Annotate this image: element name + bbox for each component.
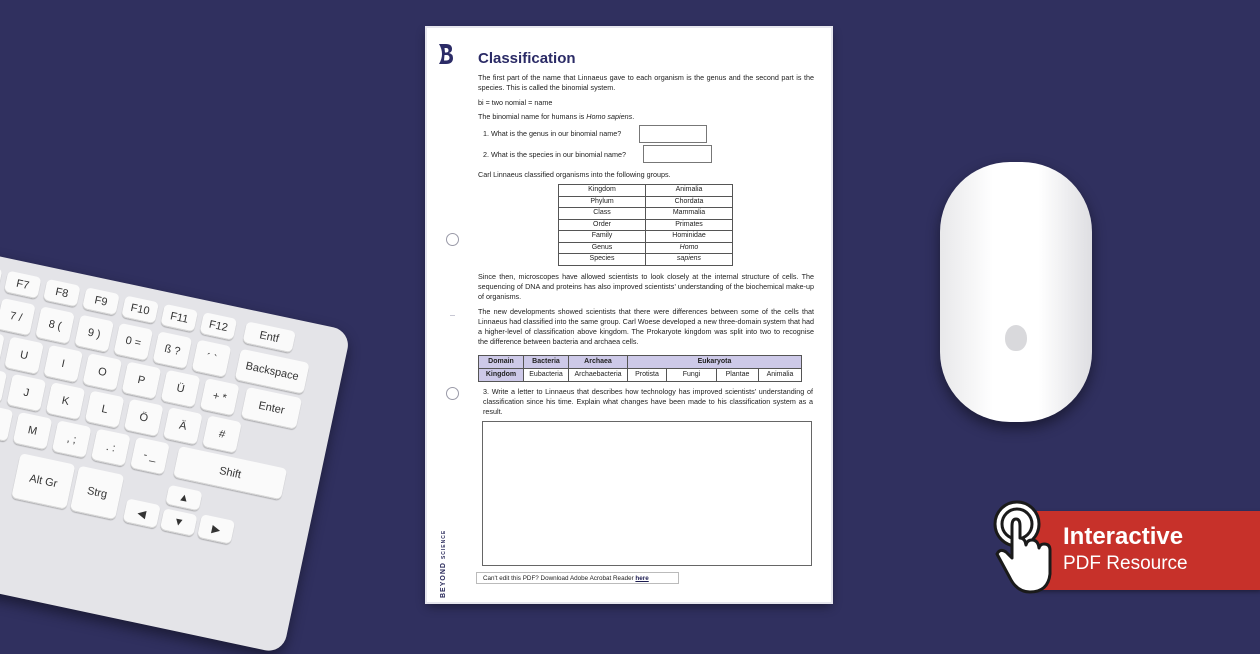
key-label: Ü xyxy=(175,382,186,396)
taxonomy-rank: Phylum xyxy=(559,196,646,208)
taxonomy-row xyxy=(559,231,733,243)
keyboard-key[interactable] xyxy=(43,345,83,383)
intro-paragraph: The first part of the name that Linnaeus gave to each organism is the genus and the second part is the species. This is called the binomial system. xyxy=(478,73,814,92)
keyboard-key[interactable] xyxy=(163,407,203,445)
keyboard-key[interactable] xyxy=(52,420,92,458)
key-label: # xyxy=(217,428,227,442)
domain-cell: Bacteria xyxy=(524,356,569,369)
interactive-pdf-badge xyxy=(1030,511,1260,590)
keyboard-key[interactable] xyxy=(85,390,125,428)
key-label: J xyxy=(22,386,31,400)
kingdom-cell: Animalia xyxy=(759,369,802,382)
key-label: 8 ( xyxy=(47,318,63,333)
taxonomy-row xyxy=(559,219,733,231)
altgr-key[interactable] xyxy=(11,453,75,510)
key-label: ▶ xyxy=(210,523,222,537)
arrow-up-key[interactable] xyxy=(165,485,202,512)
keyboard-key[interactable] xyxy=(35,306,75,344)
badge-subtitle: PDF Resource xyxy=(1063,553,1188,574)
keyboard-key[interactable] xyxy=(45,382,85,420)
punch-hole xyxy=(446,233,459,246)
domain-cell: Domain xyxy=(479,356,524,369)
acrobat-footer: Can't edit this PDF? Download Adobe Acrobat Reader here xyxy=(476,572,679,584)
keyboard-key[interactable] xyxy=(202,415,242,453)
keyboard-key[interactable] xyxy=(161,370,201,408)
keyboard-key[interactable] xyxy=(199,312,237,341)
developments-paragraph: The new developments showed scientists that there were differences between some of the cells that Linnaeus had classified into the same group. Carl Woese developed a new three-domain system that had a higher-level of classification above kingdom. The Prokaryote kingdom was split into two to recognise the difference between bacteria and archaea cells. xyxy=(478,307,814,346)
domain-cell: Eukaryota xyxy=(628,356,802,369)
key-label: ß ? xyxy=(163,342,182,358)
taxonomy-row xyxy=(559,242,733,254)
groups-intro: Carl Linnaeus classified organisms into the following groups. xyxy=(478,170,671,179)
kingdom-cell: Eubacteria xyxy=(524,369,569,382)
taxonomy-value: Hominidae xyxy=(646,231,733,243)
brand-label: BEYONDSCIENCE xyxy=(440,529,447,598)
worksheet-page xyxy=(427,28,831,602)
taxonomy-value: Chordata xyxy=(646,196,733,208)
keyboard-key[interactable] xyxy=(0,328,5,366)
taxonomy-row xyxy=(559,208,733,220)
keyboard-key[interactable] xyxy=(0,262,2,291)
taxonomy-rank: Species xyxy=(559,254,646,266)
key-label: ▼ xyxy=(172,515,186,530)
keyboard-key[interactable] xyxy=(0,298,36,336)
keyboard-key[interactable] xyxy=(121,361,161,399)
delete-key[interactable] xyxy=(242,321,295,353)
arrow-right-key[interactable] xyxy=(197,514,235,545)
species-answer-field[interactable] xyxy=(643,145,712,163)
keyboard-keys xyxy=(0,262,337,639)
arrow-down-key[interactable] xyxy=(160,508,198,537)
taxonomy-rank: Order xyxy=(559,219,646,231)
key-label: ´ ` xyxy=(205,351,218,366)
key-label: Entf xyxy=(258,329,281,346)
keyboard-key[interactable] xyxy=(124,399,164,437)
domain-table xyxy=(478,355,802,382)
taxonomy-rank: Family xyxy=(559,231,646,243)
taxonomy-row xyxy=(559,185,733,197)
keyboard-key[interactable] xyxy=(4,271,42,300)
page-title: Classification xyxy=(478,50,576,67)
keyboard-key[interactable] xyxy=(121,295,159,324)
key-label: F11 xyxy=(169,310,190,326)
key-label: ▲ xyxy=(177,491,191,506)
key-label: Alt Gr xyxy=(28,472,59,491)
genus-answer-field[interactable] xyxy=(639,125,707,143)
kingdom-cell: Archaebacteria xyxy=(569,369,628,382)
question-2: 2. What is the species in our binomial name? xyxy=(483,150,627,159)
key-label: , ; xyxy=(65,432,78,447)
keyboard-key[interactable] xyxy=(82,287,120,316)
taxonomy-row xyxy=(559,196,733,208)
key-label: O xyxy=(96,365,108,380)
etymology-line: bi = two nomial = name xyxy=(478,98,553,107)
key-label: 0 = xyxy=(124,334,143,350)
keyboard-key[interactable] xyxy=(0,404,13,442)
keyboard-key[interactable] xyxy=(0,365,7,403)
kingdom-cell: Plantae xyxy=(717,369,759,382)
taxonomy-row xyxy=(559,254,733,266)
microscopes-paragraph: Since then, microscopes have allowed scientists to look closely at the internal structure of cells. The sequencing of DNA and proteins has also improved scientists’ understanding of the biochemical make-up of organisms. xyxy=(478,272,814,301)
keyboard-key[interactable] xyxy=(130,437,170,475)
taxonomy-rank: Class xyxy=(559,208,646,220)
apple-logo-icon xyxy=(1005,325,1027,351)
taxonomy-value: Animalia xyxy=(646,185,733,197)
badge-title: Interactive xyxy=(1063,523,1184,550)
key-label: Ö xyxy=(138,411,150,425)
keyboard-key[interactable] xyxy=(113,323,153,361)
taxonomy-rank: Kingdom xyxy=(559,185,646,197)
question-3: 3. Write a letter to Linnaeus that describes how technology has improved scientists’ understanding of classification since his time. Explain what changes have been made to his classification system as a result. xyxy=(483,387,813,416)
question-1: 1. What is the genus in our binomial name? xyxy=(483,129,622,138)
key-label: 7 / xyxy=(8,309,24,325)
key-label: ◀ xyxy=(136,507,148,521)
letter-answer-field[interactable] xyxy=(482,421,812,566)
beyond-logo-icon xyxy=(437,43,454,65)
keyboard-key[interactable] xyxy=(43,279,81,308)
pointer-hand-icon xyxy=(990,500,1060,600)
taxonomy-value: Mammalia xyxy=(646,208,733,220)
keyboard-key[interactable] xyxy=(192,340,232,378)
key-label: Backspace xyxy=(244,360,300,384)
acrobat-download-link[interactable]: here xyxy=(635,575,649,582)
key-label: P xyxy=(136,373,147,388)
taxonomy-value: Homo xyxy=(646,242,733,254)
key-label: U xyxy=(18,348,30,363)
strg-key[interactable] xyxy=(70,466,125,521)
key-label: + * xyxy=(211,389,228,405)
keyboard-key[interactable] xyxy=(152,331,192,369)
key-label: I xyxy=(60,357,66,371)
key-label: F12 xyxy=(207,318,229,335)
key-label: . : xyxy=(105,440,117,455)
taxonomy-table xyxy=(558,184,733,266)
key-label: K xyxy=(60,394,71,408)
humans-line: The binomial name for humans is Homo sapiens. xyxy=(478,112,635,121)
taxonomy-rank: Genus xyxy=(559,242,646,254)
keyboard-key[interactable] xyxy=(160,304,198,333)
keyboard-key[interactable] xyxy=(6,374,46,412)
keyboard-key[interactable] xyxy=(74,315,114,353)
enter-key[interactable] xyxy=(241,387,302,430)
fold-mark xyxy=(450,315,455,316)
arrow-left-key[interactable] xyxy=(123,498,161,529)
key-label: L xyxy=(100,403,109,417)
key-label: Enter xyxy=(257,399,286,417)
taxonomy-value: Primates xyxy=(646,219,733,231)
kingdom-cell: Fungi xyxy=(667,369,717,382)
kingdom-cell: Kingdom xyxy=(479,369,524,382)
domain-cell: Archaea xyxy=(569,356,628,369)
punch-hole xyxy=(446,387,459,400)
mouse xyxy=(940,162,1092,422)
key-label: F10 xyxy=(129,301,151,318)
key-label: F8 xyxy=(54,285,70,301)
keyboard xyxy=(0,248,351,654)
backspace-key[interactable] xyxy=(235,349,310,395)
taxonomy-value: sapiens xyxy=(646,254,733,266)
keyboard-key[interactable] xyxy=(82,353,122,391)
keyboard-key[interactable] xyxy=(200,378,240,416)
key-label: Shift xyxy=(218,464,243,482)
key-label: Strg xyxy=(85,484,109,501)
keyboard-key[interactable] xyxy=(13,412,53,450)
key-label: M xyxy=(26,424,39,438)
key-label: F7 xyxy=(15,277,31,293)
key-label: F9 xyxy=(93,294,109,309)
key-label: 9 ) xyxy=(86,326,102,341)
keyboard-key[interactable] xyxy=(91,429,131,467)
key-label: Ä xyxy=(177,419,188,433)
keyboard-key[interactable] xyxy=(4,336,44,374)
kingdom-cell: Protista xyxy=(628,369,667,382)
key-label: - _ xyxy=(142,448,158,464)
